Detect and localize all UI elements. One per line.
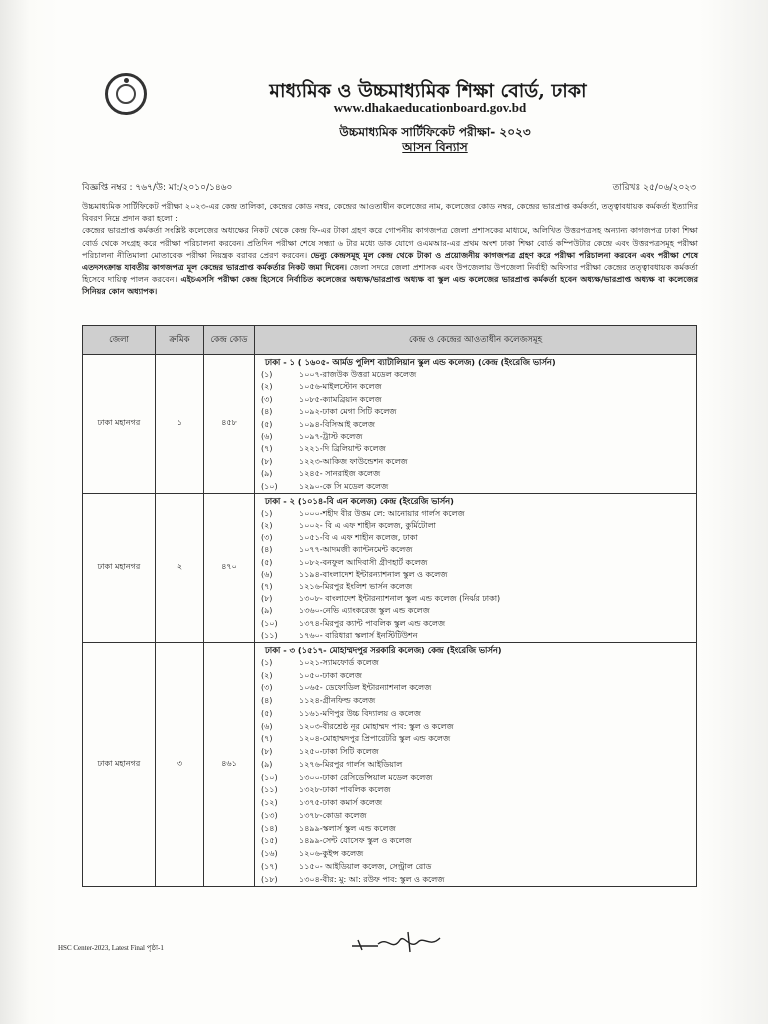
college-name: ১১৬১-মণিপুর উচ্চ বিদ্যালয় ও কলেজ xyxy=(299,708,421,718)
board-website: www.dhakaeducationboard.gov.bd xyxy=(333,100,527,115)
college-serial: (১) xyxy=(261,657,273,667)
college-name: ১০৫৬-মাইলস্টোন কলেজ xyxy=(299,382,382,392)
college-name: ১০৫১-বি এ এফ শাহীন কলেজ, ঢাকা xyxy=(299,533,418,543)
college-name: ১০৮৫-ক্যামব্রিয়ান কলেজ xyxy=(299,394,382,404)
college-name: ১৩০০-ঢাকা রেসিডেন্সিয়াল মডেল কলেজ xyxy=(299,772,433,782)
list-item xyxy=(259,532,696,544)
college-serial: (২) xyxy=(261,382,273,392)
list-item xyxy=(259,557,696,569)
intro-p2-bold2: এইচএসসি পরীক্ষা কেন্দ্র হিসেবে নির্বাচিত কলেজের অধ্যক্ষ/ভারপ্রাপ্ত অধ্যক্ষ বা স্কুল এন্ড কলেজের ভারপ্রাপ্ত কর্মকর্তা হবেন অধ্যক্ষ/ভারপ্রাপ্ত অধ্যক্ষ বা কলেজের সিনিয়র কোন অধ্যাপক। xyxy=(82,275,698,297)
list-item xyxy=(259,708,696,721)
list-item xyxy=(259,431,696,443)
table-row xyxy=(83,493,697,642)
list-item xyxy=(259,797,696,810)
college-name: ১৩৬০-নেভি এ্যাংকরেজ স্কুল এন্ড কলেজ xyxy=(299,606,430,616)
list-item xyxy=(259,369,696,381)
list-item xyxy=(259,581,696,593)
college-serial: (১৬) xyxy=(261,849,278,859)
college-name: ১০৬৫- ডেফোডিল ইন্টারন্যাশনাল কলেজ xyxy=(299,683,432,693)
college-serial: (৫) xyxy=(261,708,273,718)
college-serial: (১৩) xyxy=(261,810,278,820)
logo-dot xyxy=(124,78,129,83)
college-serial: (১৮) xyxy=(261,874,278,884)
list-item xyxy=(259,823,696,836)
table-header-row xyxy=(83,326,697,355)
list-item xyxy=(259,468,696,480)
college-serial: (১৫) xyxy=(261,836,278,846)
college-serial: (৬) xyxy=(261,721,273,731)
college-serial: (৬) xyxy=(261,431,273,441)
college-name: ১০৫০-ঢাকা কলেজ xyxy=(299,670,362,680)
seat-plan-table xyxy=(82,325,697,887)
list-item xyxy=(259,520,696,532)
college-name: ১৭৬০- বারিধারা স্কলার্স ইনস্টিটিউশন xyxy=(299,630,418,640)
college-serial: (৬) xyxy=(261,569,273,579)
intro-text xyxy=(82,201,698,299)
list-item xyxy=(259,721,696,734)
memo-number: বিজ্ঞপ্তি নম্বর : ৭৬৭/উ: মা:/২০১০/১৪৬০ xyxy=(82,183,233,193)
college-name: ১২৭৬-মিরপুর গার্লস আইডিয়াল xyxy=(299,759,403,769)
center-title: ঢাকা - ২ (১০১৪-বি এন কলেজ) কেন্দ্র (ইংরেজি ভার্সন) xyxy=(265,495,454,506)
intro-p2-text: কেন্দ্রের ভারপ্রাপ্ত কর্মকর্তা সংশ্লিষ্ট কলেজের অধ্যক্ষের নিকট থেকে কেন্দ্র ফি-এর টাকা গ্রহণ করে গোপনীয় কাগজপত্র জেলা প্রশাসকের মাধ্যমে, অলিখিত উত্তরপত্রসহ অন্যান্য কাগজপত্র ঢাকা শিক্ষা বোর্ড থেকে সংগ্রহ করে পরীক্ষা পরিচালনা করবেন। প্রতিদিন পরীক্ষা শেষে সন্ধ্যা ৬ টার মধ্যে ডাক যোগে ওএমআর-এর প্রথম অংশ ঢাকা শিক্ষা বোর্ড কম্পিউটার কেন্দ্রে এবং উত্তরপত্রসমূহ পরীক্ষা পরিচালনা নীতিমালা মোতাবেক পরীক্ষা নিয়ন্ত্রক বরাবর প্রেরণ করবেন। xyxy=(82,226,698,260)
college-serial: (৫) xyxy=(261,419,273,429)
college-name: ১২৪৫- সানরাইজ কলেজ xyxy=(299,469,381,479)
college-serial: (১) xyxy=(261,370,273,379)
table-row xyxy=(83,355,697,494)
board-logo-icon xyxy=(105,73,147,115)
college-serial: (১০) xyxy=(261,481,278,491)
college-serial: (৭) xyxy=(261,444,273,454)
college-name: ১২১৬-মিরপুর ইংলিশ ভার্সন কলেজ xyxy=(299,582,413,592)
college-serial: (৩) xyxy=(261,683,273,693)
intro-paragraph-1: উচ্চমাধ্যমিক সার্টিফিকেট পরীক্ষা ২০২৩-এর কেন্দ্র তালিকা, কেন্দ্রের কোড নম্বর, কেন্দ্রের আওতাধীন কলেজের নাম, কলেজের কোড নম্বর, কেন্দ্রের ভারপ্রাপ্ত কর্মকর্তা, তত্ত্বাবধায়ক কর্মকর্তা ইত্যাদির বিবরণ নিম্নে প্রদান করা হলো : xyxy=(82,202,698,224)
header-center-code: কেন্দ্র কোড xyxy=(204,326,255,355)
centers-cell xyxy=(255,642,697,887)
college-serial: (৩) xyxy=(261,533,273,543)
list-item xyxy=(259,682,696,695)
college-serial: (৩) xyxy=(261,394,273,404)
list-item xyxy=(259,618,696,630)
college-name: ১১৫০- আইডিয়াল কলেজ, সেন্ট্রাল রোড xyxy=(299,861,432,871)
college-serial: (৪) xyxy=(261,696,273,706)
college-name: ১০৯২-ঢাকা মেগা সিটি কলেজ xyxy=(299,407,397,417)
list-item xyxy=(259,630,696,642)
college-serial: (৪) xyxy=(261,545,273,555)
intro-paragraph-2 xyxy=(82,225,698,298)
college-name: ১৩০৮- বাংলাদেশ ইন্টারন্যাশনাল স্কুল এন্ড কলেজ (নির্ঝর ঢাকা) xyxy=(299,594,501,604)
footer-note: HSC Center-2023, Latest Final পৃষ্ঠা-1 xyxy=(58,944,164,952)
logo-ring xyxy=(116,84,136,104)
center-title: ঢাকা - ৩ (১৫১৭- মোহাম্মদপুর সরকারি কলেজ) কেন্দ্র (ইংরেজি ভার্সন) xyxy=(265,644,502,655)
college-serial: (১১) xyxy=(261,785,278,795)
center-title: ঢাকা - ১ ( ১৬০৫- আর্মড পুলিশ ব্যাটালিয়ান স্কুল এন্ড কলেজ) (কেন্দ্র (ইংরেজি ভার্সন) xyxy=(265,357,556,367)
college-name: ১০৭৭-আদমজী ক্যান্টনমেন্ট কলেজ xyxy=(299,545,413,555)
college-serial: (১৭) xyxy=(261,861,278,871)
header-centers: কেন্দ্র ও কেন্দ্রের আওতাধীন কলেজসমূহ xyxy=(255,326,697,355)
list-item xyxy=(259,670,696,683)
college-serial: (৮) xyxy=(261,456,273,466)
college-name: ১০৯৭-ট্রাস্ট কলেজ xyxy=(299,431,363,441)
college-name: ১০০৭-রাজউক উত্তরা মডেল কলেজ xyxy=(299,370,417,379)
college-name: ১২০৩-বীরশ্রেষ্ঠ নূর মোহাম্মদ পাব: স্কুল ও কলেজ xyxy=(299,721,454,731)
college-name: ১০০২- বি এ এফ শাহীন কলেজ, কুর্মিটোলা xyxy=(299,521,436,531)
college-serial: (২) xyxy=(261,521,273,531)
list-item xyxy=(259,394,696,406)
district-cell: ঢাকা মহানগর xyxy=(83,493,156,642)
college-name: ১২৫০-ঢাকা সিটি কলেজ xyxy=(299,747,379,757)
intro-p2-bold: ভেন্যু কেন্দ্রসমূহ মূল কেন্দ্র থেকে টাকা ও প্রয়োজনীয় কাগজপত্র গ্রহণ করে পরীক্ষা পরিচালনা করবেন এবং পরীক্ষা শেষে এতদসংক্রান্ত যাবতীয় কাগজপত্র মূল কেন্দ্রের ভারপ্রাপ্ত কর্মকর্তার নিকট জমা দিবেন। xyxy=(82,250,698,273)
college-serial: (৮) xyxy=(261,594,273,604)
list-item xyxy=(259,381,696,393)
college-name: ১২০৬-কুইন্স কলেজ xyxy=(299,849,364,859)
list-item xyxy=(259,733,696,746)
college-name: ১২২৩-আকিজ ফাউন্ডেশন কলেজ xyxy=(299,456,408,466)
list-item xyxy=(259,835,696,848)
header-serial: ক্রমিক xyxy=(156,326,204,355)
college-serial: (১০) xyxy=(261,772,278,782)
serial-cell: ২ xyxy=(156,493,204,642)
college-serial: (১০) xyxy=(261,618,278,628)
serial-cell: ১ xyxy=(156,355,204,494)
college-name: ১০২১-স্যামফোর্ড কলেজ xyxy=(299,657,379,667)
college-name: ১৩৭৫-ঢাকা কমার্স কলেজ xyxy=(299,798,383,808)
college-name: ১৩২৮-ঢাকা পাবলিক কলেজ xyxy=(299,785,391,795)
list-item xyxy=(259,695,696,708)
college-serial: (৯) xyxy=(261,469,273,479)
intro-p2-rest: জেলা সদরে জেলা প্রশাসক এবং উপজেলায় উপজেলা নির্বাহী অফিসার পরীক্ষা কেন্দ্রের তত্ত্বাবধায়ক কর্মকর্তা হিসেবে দায়িত্ব পালন করবেন। xyxy=(82,263,698,285)
signature-icon xyxy=(348,926,448,954)
serial-cell: ৩ xyxy=(156,642,204,887)
list-item xyxy=(259,593,696,605)
college-name: ১১৯৪-বাংলাদেশ ইন্টারন্যাশনাল স্কুল ও কলেজ xyxy=(299,569,448,579)
centers-cell xyxy=(255,355,697,494)
list-item xyxy=(259,406,696,418)
centers-cell xyxy=(255,493,697,642)
document-title: আসন বিন্যাস xyxy=(402,140,468,154)
college-name: ১৩০৪-বীর: মু: আ: রউফ পাব: স্কুল ও কলেজ xyxy=(299,874,445,884)
center-code-cell: ৪৬১ xyxy=(204,642,255,887)
college-serial: (৪) xyxy=(261,407,273,417)
college-serial: (১) xyxy=(261,508,273,518)
list-item xyxy=(259,544,696,556)
list-item xyxy=(259,810,696,823)
list-item xyxy=(259,848,696,861)
table-row xyxy=(83,642,697,887)
college-name: ১০৮২-বনফুল আদিবাসী গ্রীণহার্ট কলেজ xyxy=(299,557,428,567)
college-name: ১২০৪-মোহাম্মদপুর প্রিপারেটরি স্কুল এন্ড কলেজ xyxy=(299,734,451,744)
college-serial: (১১) xyxy=(261,630,278,640)
college-serial: (২) xyxy=(261,670,273,680)
college-name: ১১২৪-গ্রীনফিল্ড কলেজ xyxy=(299,696,376,706)
college-serial: (৭) xyxy=(261,582,273,592)
list-item xyxy=(259,784,696,797)
college-serial: (৮) xyxy=(261,747,273,757)
college-name: ১৪৯৯-স্কলার্স স্কুল এন্ড কলেজ xyxy=(299,823,396,833)
district-cell: ঢাকা মহানগর xyxy=(83,355,156,494)
college-serial: (৯) xyxy=(261,759,273,769)
list-item xyxy=(259,443,696,455)
college-serial: (১৪) xyxy=(261,823,278,833)
center-code-cell: ৪৭০ xyxy=(204,493,255,642)
list-item xyxy=(259,569,696,581)
college-name: ১৪৯৯-সেন্ট যোসেফ স্কুল ও কলেজ xyxy=(299,836,412,846)
board-name: মাধ্যমিক ও উচ্চমাধ্যমিক শিক্ষা বোর্ড, ঢাকা xyxy=(269,80,587,102)
list-item xyxy=(259,508,696,520)
memo-date: তারিখঃ ২৫/০৬/২০২৩ xyxy=(612,183,696,193)
district-cell: ঢাকা মহানগর xyxy=(83,642,156,887)
college-name: ১০৯৪-বিসিআই কলেজ xyxy=(299,419,375,429)
center-code-cell: ৪৫৮ xyxy=(204,355,255,494)
list-item xyxy=(259,759,696,772)
college-name: ১৩৭৪-মিরপুর ক্যান্ট পাবলিক স্কুল এন্ড কলেজ xyxy=(299,618,446,628)
list-item xyxy=(259,861,696,874)
list-item xyxy=(259,419,696,431)
college-name: ১২২১-দি ব্রিলিয়ান্ট কলেজ xyxy=(299,444,386,454)
list-item xyxy=(259,772,696,785)
list-item xyxy=(259,605,696,617)
college-serial: (৭) xyxy=(261,734,273,744)
college-name: ১২৯০-কে সি মডেল কলেজ xyxy=(299,481,389,491)
college-name: ১০০০-শহীদ বীর উত্তম লে: আনোয়ার গার্লস কলেজ xyxy=(299,508,465,518)
list-item xyxy=(259,657,696,670)
exam-title: উচ্চমাধ্যমিক সার্টিফিকেট পরীক্ষা- ২০২৩ xyxy=(339,125,531,139)
college-name: ১৩৭৮-কোডা কলেজ xyxy=(299,810,367,820)
college-serial: (১২) xyxy=(261,798,278,808)
list-item xyxy=(259,746,696,759)
list-item xyxy=(259,456,696,468)
header-district: জেলা xyxy=(83,326,156,355)
list-item xyxy=(259,481,696,493)
college-serial: (৫) xyxy=(261,557,273,567)
college-serial: (৯) xyxy=(261,606,273,616)
list-item xyxy=(259,874,696,887)
